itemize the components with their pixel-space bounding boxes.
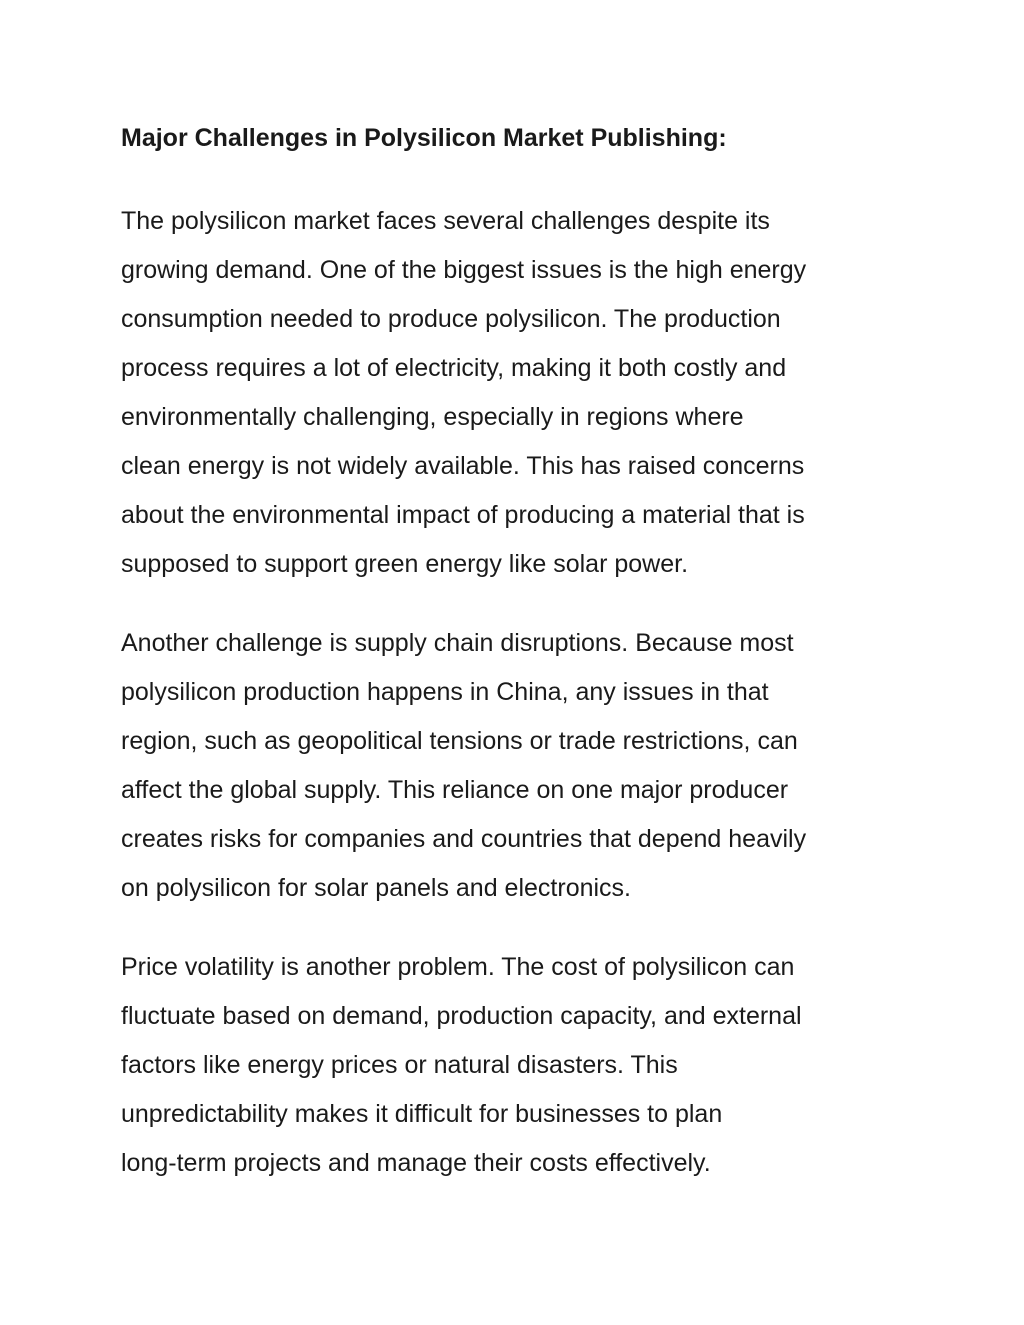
paragraph-line: growing demand. One of the biggest issues is the high energy [121, 256, 807, 284]
paragraph-line: consumption needed to produce polysilicon. The production [121, 305, 781, 333]
paragraph-line: The polysilicon market faces several challenges despite its [121, 207, 770, 235]
paragraph-line: environmentally challenging, especially in regions where [121, 403, 744, 431]
paragraph-line: long-term projects and manage their costs effectively. [121, 1149, 711, 1177]
paragraph-line: clean energy is not widely available. This has raised concerns [121, 452, 805, 480]
paragraph-line: process requires a lot of electricity, making it both costly and [121, 354, 787, 382]
paragraph-energy-consumption [121, 197, 921, 589]
paragraph-line: Another challenge is supply chain disruptions. Because most [121, 629, 794, 657]
paragraph-line: polysilicon production happens in China, any issues in that [121, 678, 769, 706]
paragraph-line: supposed to support green energy like solar power. [121, 550, 689, 578]
paragraph-line: creates risks for companies and countries that depend heavily [121, 825, 807, 853]
document-heading: Major Challenges in Polysilicon Market Publishing: [121, 124, 727, 152]
document-page [121, 118, 921, 1218]
paragraph-line: Price volatility is another problem. The cost of polysilicon can [121, 953, 795, 981]
paragraph-line: factors like energy prices or natural disasters. This [121, 1051, 678, 1079]
paragraph-line: fluctuate based on demand, production capacity, and external [121, 1002, 802, 1030]
paragraph-line: unpredictability makes it difficult for businesses to plan [121, 1100, 723, 1128]
paragraph-line: region, such as geopolitical tensions or trade restrictions, can [121, 727, 798, 755]
paragraph-supply-chain [121, 619, 921, 913]
paragraph-price-volatility [121, 943, 921, 1188]
paragraph-line: about the environmental impact of producing a material that is [121, 501, 805, 529]
paragraph-line: on polysilicon for solar panels and electronics. [121, 874, 631, 902]
paragraph-line: affect the global supply. This reliance on one major producer [121, 776, 789, 804]
